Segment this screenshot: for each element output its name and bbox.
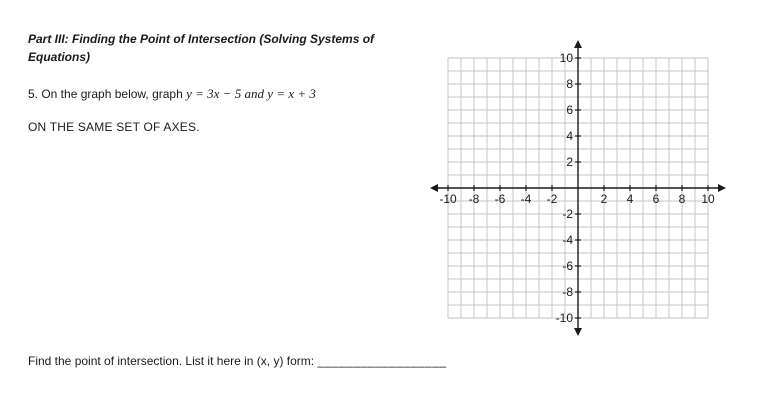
- y-tick-label: -4: [562, 233, 573, 247]
- x-axis-left-arrow-icon: [430, 184, 438, 192]
- axes-note: ON THE SAME SET OF AXES.: [28, 120, 200, 134]
- text-column: [28, 30, 428, 134]
- y-tick-label: -6: [562, 259, 573, 273]
- y-tick-label: -2: [562, 207, 573, 221]
- y-tick-label: -10: [555, 311, 573, 325]
- x-tick-label: 4: [626, 192, 634, 206]
- x-tick-label: -6: [494, 192, 506, 206]
- x-tick-label: -10: [439, 192, 457, 206]
- problem-statement: [28, 86, 428, 102]
- conjunction: and: [244, 86, 268, 101]
- y-tick-label: 6: [566, 103, 573, 117]
- section-heading: [28, 30, 428, 66]
- section-heading-line1: Part III: Finding the Point of Intersection (Solving Systems of: [28, 32, 375, 46]
- y-tick-label: 2: [566, 155, 573, 169]
- y-axis-up-arrow-icon: [574, 40, 582, 48]
- answer-prompt: [28, 354, 447, 368]
- x-tick-label: -8: [468, 192, 480, 206]
- problem-prefix: 5. On the graph below, graph: [28, 87, 187, 101]
- y-tick-label: 4: [566, 129, 573, 143]
- x-tick-label: 6: [652, 192, 660, 206]
- section-heading-line2: Equations): [28, 50, 90, 64]
- y-tick-label: 8: [566, 77, 573, 91]
- answer-prompt-text: Find the point of intersection. List it here in (x, y) form:: [28, 354, 318, 368]
- coordinate-grid: [428, 36, 728, 338]
- x-tick-label: 10: [701, 192, 715, 206]
- x-axis-right-arrow-icon: [718, 184, 726, 192]
- y-tick-label: -8: [562, 285, 573, 299]
- x-tick-label: 8: [678, 192, 686, 206]
- x-tick-label: -2: [546, 192, 558, 206]
- equation-2: y = x + 3: [267, 86, 316, 101]
- y-axis-down-arrow-icon: [574, 328, 582, 336]
- equation-1: y = 3x − 5: [186, 86, 242, 101]
- x-tick-label: -4: [520, 192, 532, 206]
- answer-blank: __________________: [317, 354, 447, 368]
- y-tick-label: 10: [559, 51, 573, 65]
- x-tick-label: 2: [600, 192, 608, 206]
